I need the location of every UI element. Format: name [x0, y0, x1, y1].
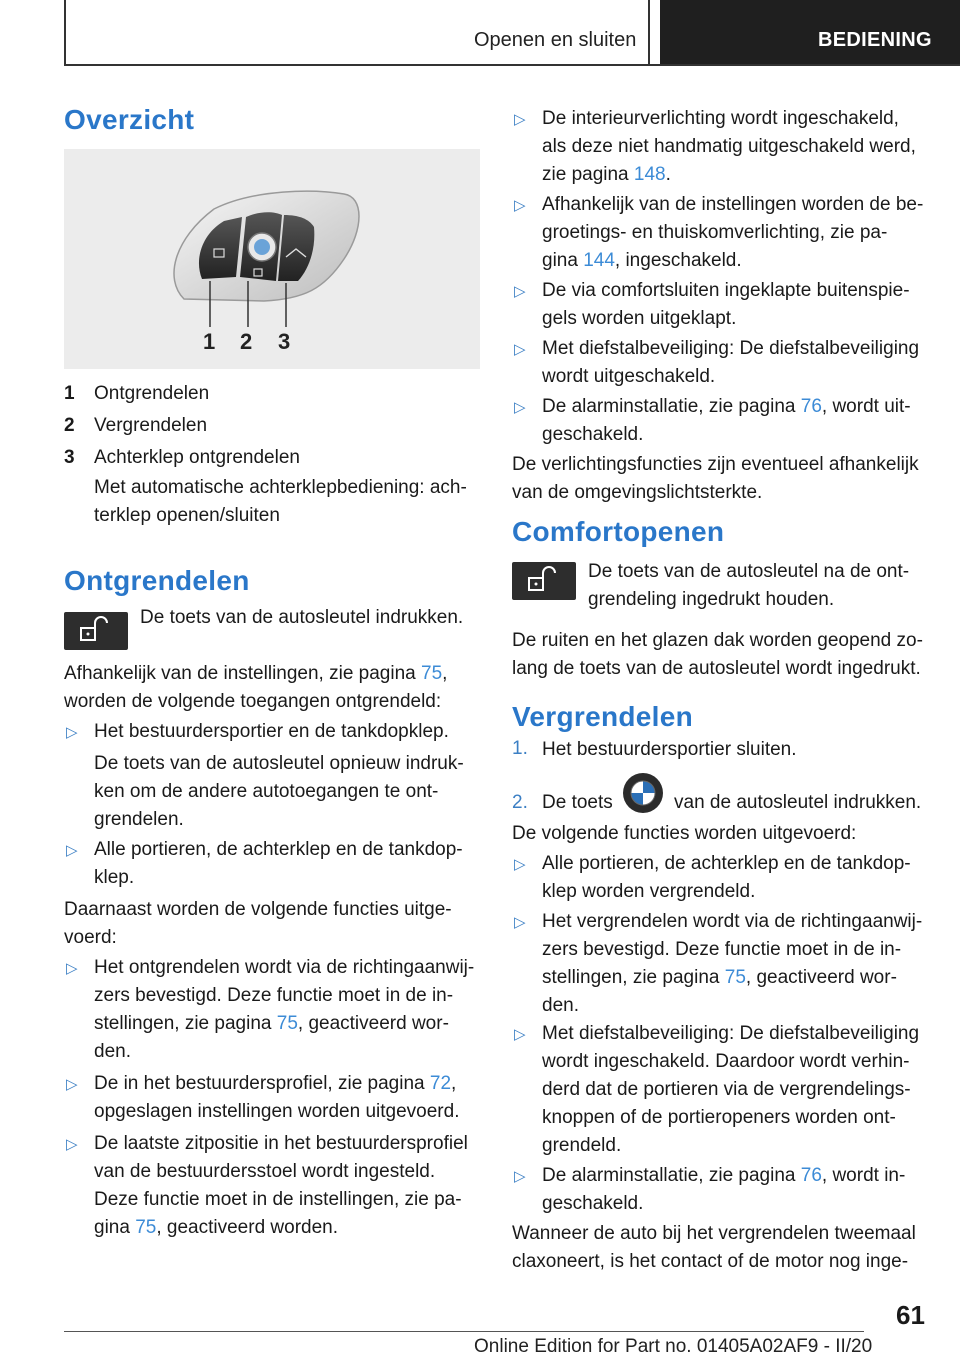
ontgrendelen-bullet5-line4: gina 75, geactiveerd worden.	[94, 1217, 339, 1238]
vergrendelen-bullet4-line2: geschakeld.	[542, 1193, 644, 1214]
page-link-76[interactable]: 76	[800, 1165, 822, 1186]
vergrendelen-step2-b: van de autosleutel indrukken.	[674, 792, 922, 813]
header-left-rule	[64, 0, 66, 66]
ontgrendelen-bullet1: Het bestuurdersportier en de tankdopklep.	[94, 721, 449, 742]
unlock-icon	[512, 562, 576, 600]
page-link-72[interactable]: 72	[429, 1073, 452, 1094]
ontgrendelen-bullet1-sub2: ken om de andere autotoegangen te ont-	[94, 781, 439, 802]
step-num-2: 2.	[512, 792, 528, 813]
ontgrendelen-bullet3-line4: den.	[94, 1041, 131, 1062]
vergrendelen-para2-line2: claxoneert, is het contact of de motor nog inge-	[512, 1251, 909, 1272]
unlock-icon	[64, 612, 128, 650]
legend-num-1: 1	[64, 383, 75, 404]
legend-text-1: Ontgrendelen	[94, 383, 210, 404]
header-chapter-tab	[660, 0, 960, 64]
right-bullet3-line2: gels worden uitgeklapt.	[542, 308, 737, 329]
vergrendelen-para2-line1: Wanneer de auto bij het vergrendelen tweemaal	[512, 1223, 916, 1244]
right-bullet5-line2: geschakeld.	[542, 424, 644, 445]
comfort-para-line2: lang de toets van de autosleutel wordt ingedrukt.	[512, 658, 921, 679]
bullet-icon: ▷	[514, 283, 526, 300]
ontgrendelen-p1-line1: Afhankelijk van de instellingen, zie pagina 75,	[64, 663, 448, 684]
bullet-icon: ▷	[514, 1026, 526, 1043]
vergrendelen-bullet3-line1: Met diefstalbeveiliging: De diefstalbeveiliging	[542, 1023, 920, 1044]
ontgrendelen-bullet5-line3: Deze functie moet in de instellingen, zie pa-	[94, 1189, 462, 1210]
step-num-1: 1.	[512, 738, 528, 759]
page-number: 61	[896, 1300, 925, 1330]
right-bullet2-line3: gina 144, ingeschakeld.	[542, 250, 742, 271]
comfort-unlock-button-icon	[512, 562, 576, 600]
bullet-icon: ▷	[514, 341, 526, 358]
ontgrendelen-bullet5-line2: van de bestuurdersstoel wordt ingesteld.	[94, 1161, 436, 1182]
page-header	[0, 0, 960, 66]
header-mid-rule	[648, 0, 650, 66]
bmw-logo-icon	[622, 772, 664, 814]
bullet-icon: ▷	[66, 1136, 78, 1153]
bullet-icon: ▷	[66, 724, 78, 741]
page-link-144[interactable]: 144	[583, 250, 615, 271]
key-label-1: 1	[203, 329, 216, 354]
page-link-148[interactable]: 148	[633, 164, 666, 185]
right-bullet3-line1: De via comfortsluiten ingeklapte buitenspie-	[542, 280, 910, 301]
key-label-2: 2	[240, 329, 253, 354]
page-link-75[interactable]: 75	[724, 967, 746, 988]
ontgrendelen-bullet5-line1: De laatste zitpositie in het bestuurdersprofiel	[94, 1133, 468, 1154]
heading-vergrendelen: Vergrendelen	[512, 701, 694, 732]
comfort-intro-line1: De toets van de autosleutel na de ont-	[588, 561, 910, 582]
legend-num-3: 3	[64, 447, 75, 468]
ontgrendelen-p2-line1: Daarnaast worden de volgende functies uitge-	[64, 899, 452, 920]
ontgrendelen-bullet2-line1: Alle portieren, de achterklep en de tankdop-	[94, 839, 463, 860]
vergrendelen-bullet4-line1: De alarminstallatie, zie pagina 76, wordt in-	[542, 1165, 906, 1186]
ontgrendelen-bullet1-sub3: grendelen.	[94, 809, 184, 830]
right-para-line2: van de omgevingslichtsterkte.	[512, 482, 763, 503]
vergrendelen-bullet3-line2: wordt ingeschakeld. Daardoor wordt verhin-	[542, 1051, 910, 1072]
page-link-76[interactable]: 76	[800, 396, 822, 417]
ontgrendelen-bullet1-sub1: De toets van de autosleutel opnieuw indruk-	[94, 753, 464, 774]
ontgrendelen-bullet3-line3: stellingen, zie pagina 75, geactiveerd wor-	[94, 1013, 449, 1034]
bullet-icon: ▷	[66, 960, 78, 977]
vergrendelen-bullet2-line1: Het vergrendelen wordt via de richtingaanwij-	[542, 911, 923, 932]
vergrendelen-bullet3-line3: derd dat de portieren via de vergrendelings-	[542, 1079, 911, 1100]
right-bullet2-line2: groetings- en thuiskomverlichting, zie pa-	[542, 222, 888, 243]
vergrendelen-bullet3-line4: knoppen of de portieropeners worden ont-	[542, 1107, 896, 1128]
page-link-75[interactable]: 75	[276, 1013, 298, 1034]
header-section-title: Openen en sluiten	[474, 29, 637, 51]
right-para-line1: De verlichtingsfuncties zijn eventueel afhankelijk	[512, 454, 919, 475]
ontgrendelen-intro: De toets van de autosleutel indrukken.	[140, 607, 464, 628]
ontgrendelen-bullet3-line1: Het ontgrendelen wordt via de richtingaanwij-	[94, 957, 475, 978]
vergrendelen-bullet2-line3: stellingen, zie pagina 75, geactiveerd wor-	[542, 967, 897, 988]
vergrendelen-bullet1-line1: Alle portieren, de achterklep en de tankdop-	[542, 853, 911, 874]
key-label-3: 3	[278, 329, 291, 354]
legend-note-line2: terklep openen/sluiten	[94, 505, 280, 526]
right-bullet1-line1: De interieurverlichting wordt ingeschakeld,	[542, 108, 899, 129]
bullet-icon: ▷	[514, 856, 526, 873]
heading-comfortopenen: Comfortopenen	[512, 516, 725, 547]
bullet-icon: ▷	[66, 1076, 78, 1093]
bullet-icon: ▷	[514, 197, 526, 214]
right-bullet4-line2: wordt uitgeschakeld.	[542, 366, 716, 387]
bullet-icon: ▷	[514, 399, 526, 416]
bullet-icon: ▷	[514, 1168, 526, 1185]
vergrendelen-bullet2-line4: den.	[542, 995, 579, 1016]
right-bullet1-line2: als deze niet handmatig uitgeschakeld werd,	[542, 136, 916, 157]
ontgrendelen-p2-line2: voerd:	[64, 927, 117, 948]
legend-text-3: Achterklep ontgrendelen	[94, 447, 300, 468]
ontgrendelen-p1-line2: worden de volgende toegangen ontgrendeld:	[64, 691, 442, 712]
vergrendelen-step2-a: De toets	[542, 792, 613, 813]
key-fob-image	[64, 149, 480, 369]
right-bullet1-line3: zie pagina 148.	[542, 164, 671, 185]
vergrendelen-bullet3-line5: grendeld.	[542, 1135, 622, 1156]
page-link-75[interactable]: 75	[135, 1217, 157, 1238]
footer-rule	[64, 1331, 864, 1332]
vergrendelen-bullet2-line2: zers bevestigd. Deze functie moet in de in-	[542, 939, 902, 960]
header-chapter-title: BEDIENING	[818, 29, 932, 51]
bullet-icon: ▷	[514, 914, 526, 931]
legend-num-2: 2	[64, 415, 75, 436]
vergrendelen-step1: Het bestuurdersportier sluiten.	[542, 739, 797, 760]
heading-overzicht: Overzicht	[64, 104, 195, 135]
comfort-para-line1: De ruiten en het glazen dak worden geopend zo-	[512, 630, 923, 651]
vergrendelen-bullet1-line2: klep worden vergrendeld.	[542, 881, 756, 902]
ontgrendelen-bullet3-line2: zers bevestigd. Deze functie moet in de in-	[94, 985, 454, 1006]
right-bullet2-line1: Afhankelijk van de instellingen worden de be-	[542, 194, 924, 215]
vergrendelen-para1: De volgende functies worden uitgevoerd:	[512, 823, 857, 844]
heading-ontgrendelen: Ontgrendelen	[64, 565, 250, 596]
page-link-75[interactable]: 75	[421, 663, 443, 684]
bullet-icon: ▷	[514, 111, 526, 128]
right-bullet5-line1: De alarminstallatie, zie pagina 76, wordt uit-	[542, 396, 911, 417]
footer-edition: Online Edition for Part no. 01405A02AF9 - II/20	[474, 1336, 873, 1357]
unlock-button-icon	[64, 612, 128, 650]
key-fob-illustration	[64, 149, 480, 369]
header-rule	[64, 64, 960, 66]
legend-text-2: Vergrendelen	[94, 415, 208, 436]
comfort-intro-line2: grendeling ingedrukt houden.	[588, 589, 835, 610]
ontgrendelen-bullet4-line1: De in het bestuurdersprofiel, zie pagina 72,	[94, 1073, 457, 1094]
right-bullet4-line1: Met diefstalbeveiliging: De diefstalbeveiliging	[542, 338, 920, 359]
ontgrendelen-bullet4-line2: opgeslagen instellingen worden uitgevoerd.	[94, 1101, 460, 1122]
legend-note-line1: Met automatische achterklepbediening: ach-	[94, 477, 467, 498]
ontgrendelen-bullet2-line2: klep.	[94, 867, 135, 888]
bullet-icon: ▷	[66, 842, 78, 859]
